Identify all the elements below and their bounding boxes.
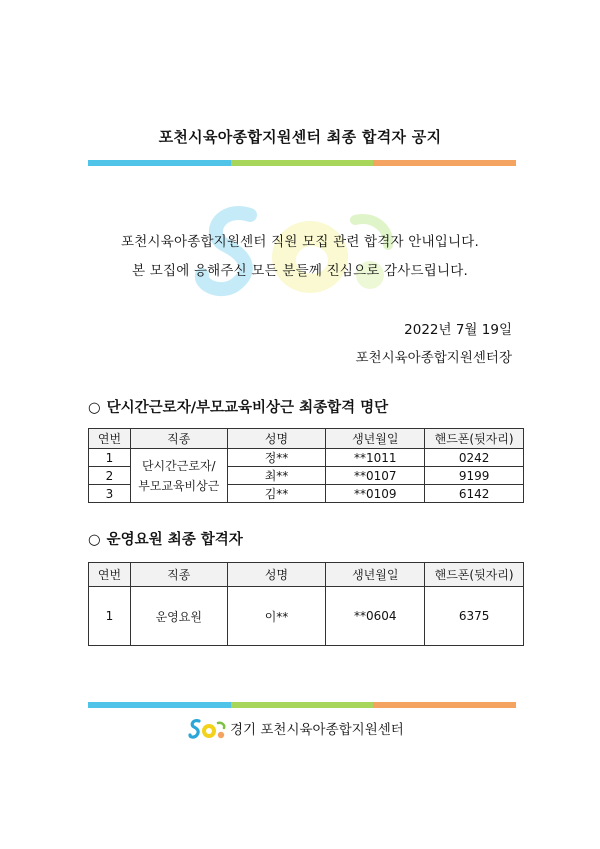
signer: 포천시육아종합지원센터장 (355, 350, 512, 366)
table-row (89, 587, 524, 646)
notice-date: 2022년 7월 19일 (404, 322, 512, 338)
page-title: 포천시육아종합지원센터 최종 합격자 공지 (158, 128, 442, 146)
job-line-1: 단시간근로자/ (141, 458, 216, 473)
header-phone: 핸드폰(뒷자리) (425, 429, 524, 449)
center-logo-icon (188, 716, 228, 742)
cell-birth: **0109 (326, 485, 425, 503)
header-no: 연번 (89, 429, 131, 449)
cell-job: 운영요원 (130, 587, 227, 646)
cell-phone: 6142 (425, 485, 524, 503)
header-job: 직종 (130, 563, 227, 587)
header-name: 성명 (227, 563, 326, 587)
cell-name: 최** (227, 467, 326, 485)
cell-birth: **0107 (326, 467, 425, 485)
header-birth: 생년월일 (326, 563, 425, 587)
section1-title-text: 단시간근로자/부모교육비상근 최종합격 명단 (106, 400, 389, 416)
table-header-row (89, 429, 524, 449)
cell-phone: 0242 (425, 449, 524, 467)
section1-table (88, 428, 524, 503)
section2-bullet: ○ (88, 532, 101, 548)
section1-bullet: ○ (88, 400, 101, 416)
cell-phone: 6375 (425, 587, 524, 646)
cell-no: 1 (89, 449, 131, 467)
table-row (89, 449, 524, 467)
section2-title-text: 운영요원 최종 합격자 (106, 532, 243, 548)
footer-org-name: 경기 포천시육아종합지원센터 (230, 722, 404, 738)
intro-line-2: 본 모집에 응해주신 모든 분들께 진심으로 감사드립니다. (132, 263, 468, 279)
header-birth: 생년월일 (326, 429, 425, 449)
cell-birth: **0604 (326, 587, 425, 646)
section2-title (88, 528, 243, 549)
cell-birth: **1011 (326, 449, 425, 467)
intro-line-1: 포천시육아종합지원센터 직원 모집 관련 합격자 안내입니다. (121, 234, 479, 250)
cell-name: 이** (227, 587, 326, 646)
cell-no: 2 (89, 467, 131, 485)
bottom-color-bar (88, 702, 516, 708)
table-header-row (89, 563, 524, 587)
header-job: 직종 (130, 429, 227, 449)
top-color-bar (88, 160, 516, 166)
header-name: 성명 (227, 429, 326, 449)
cell-no: 3 (89, 485, 131, 503)
job-line-2: 부모교육비상근 (138, 478, 220, 493)
header-phone: 핸드폰(뒷자리) (425, 563, 524, 587)
section2-table (88, 562, 524, 646)
cell-phone: 9199 (425, 467, 524, 485)
cell-job (130, 449, 227, 503)
cell-no: 1 (89, 587, 131, 646)
section1-title (88, 396, 388, 417)
cell-name: 정** (227, 449, 326, 467)
header-no: 연번 (89, 563, 131, 587)
cell-name: 김** (227, 485, 326, 503)
